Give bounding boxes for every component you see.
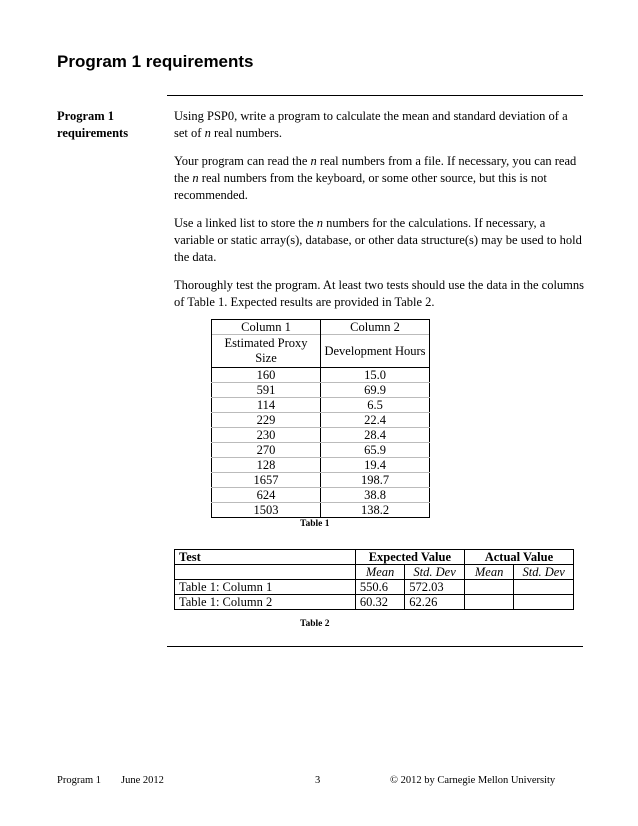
paragraph-4: Thoroughly test the program. At least two tests should use the data in the columns of Table 1. Expected results are provided in Table 2. bbox=[174, 278, 585, 309]
table-cell: 591 bbox=[212, 383, 321, 398]
table-2-expected-header: Expected Value bbox=[355, 550, 464, 565]
table-cell: 229 bbox=[212, 413, 321, 428]
table-row bbox=[212, 443, 430, 458]
table-cell bbox=[514, 595, 574, 610]
table-2-exp-std-label bbox=[405, 565, 465, 580]
table-cell bbox=[464, 580, 513, 595]
footer-copyright: © 2012 by Carnegie Mellon University bbox=[390, 775, 556, 786]
paragraph-1 bbox=[174, 108, 584, 142]
table-1-col2-subheader: Development Hours bbox=[321, 335, 430, 368]
table-row bbox=[212, 383, 430, 398]
table-cell: 38.8 bbox=[321, 488, 430, 503]
p2-text-b: real numbers from a file. If necessary, you can read the bbox=[174, 154, 577, 185]
std-label: Std. Dev bbox=[413, 565, 456, 579]
table-cell: 624 bbox=[212, 488, 321, 503]
std-label: Std. Dev bbox=[522, 565, 565, 579]
p1-text-a: Using PSP0, write a program to calculate the mean and standard deviation of a set of bbox=[174, 109, 568, 140]
table-cell: 15.0 bbox=[321, 368, 430, 383]
table-2-subheader-row bbox=[175, 565, 574, 580]
top-divider bbox=[167, 95, 583, 96]
table-cell: Table 1: Column 2 bbox=[175, 595, 356, 610]
table-row bbox=[175, 595, 574, 610]
table-row bbox=[212, 503, 430, 518]
table-row bbox=[212, 473, 430, 488]
paragraph-2 bbox=[174, 153, 584, 204]
table-2-act-mean-label bbox=[464, 565, 513, 580]
table-row bbox=[212, 428, 430, 443]
requirements-body bbox=[174, 108, 584, 322]
table-cell: 138.2 bbox=[321, 503, 430, 518]
p3-italic-n: n bbox=[316, 216, 323, 230]
p2-text-c: real numbers from the keyboard, or some other source, but this is not recommended. bbox=[174, 171, 547, 202]
table-2-empty-cell bbox=[175, 565, 356, 580]
table-1-caption: Table 1 bbox=[300, 519, 330, 529]
table-row bbox=[212, 368, 430, 383]
table-cell: 65.9 bbox=[321, 443, 430, 458]
table-cell: 22.4 bbox=[321, 413, 430, 428]
mean-label: Mean bbox=[474, 565, 504, 579]
section-label-line2: requirements bbox=[57, 126, 129, 140]
p3-text-a: Use a linked list to store the bbox=[174, 216, 317, 230]
table-cell: 230 bbox=[212, 428, 321, 443]
page-title: Program 1 requirements bbox=[57, 52, 254, 71]
p2-italic-n1: n bbox=[310, 154, 317, 168]
table-cell: 572.03 bbox=[405, 580, 465, 595]
table-2-actual-header: Actual Value bbox=[464, 550, 573, 565]
table-2-caption: Table 2 bbox=[300, 619, 330, 629]
table-row bbox=[212, 398, 430, 413]
table-1-subheader-row bbox=[212, 335, 430, 368]
table-cell: 62.26 bbox=[405, 595, 465, 610]
footer-page-number: 3 bbox=[315, 775, 321, 786]
table-2-header-row bbox=[175, 550, 574, 565]
table-cell: 198.7 bbox=[321, 473, 430, 488]
table-cell: 28.4 bbox=[321, 428, 430, 443]
table-cell: 69.9 bbox=[321, 383, 430, 398]
table-cell: 550.6 bbox=[355, 580, 404, 595]
table-row bbox=[212, 458, 430, 473]
table-cell: 60.32 bbox=[355, 595, 404, 610]
table-row bbox=[212, 413, 430, 428]
p1-text-b: real numbers. bbox=[210, 126, 282, 140]
table-cell: 160 bbox=[212, 368, 321, 383]
table-1-header-row bbox=[212, 320, 430, 335]
p2-text-a: Your program can read the bbox=[174, 154, 311, 168]
section-label-line1: Program 1 bbox=[57, 109, 115, 123]
table-cell bbox=[514, 580, 574, 595]
table-cell: 270 bbox=[212, 443, 321, 458]
mean-label: Mean bbox=[365, 565, 395, 579]
table-cell: 128 bbox=[212, 458, 321, 473]
table-row bbox=[212, 488, 430, 503]
table-cell: 1657 bbox=[212, 473, 321, 488]
table-1-col2-header: Column 2 bbox=[321, 320, 430, 335]
section-label bbox=[57, 108, 157, 142]
bottom-divider bbox=[167, 646, 583, 647]
p2-italic-n2: n bbox=[192, 171, 199, 185]
table-2-exp-mean-label bbox=[355, 565, 404, 580]
table-1 bbox=[211, 319, 430, 518]
table-2 bbox=[174, 549, 574, 610]
table-2-act-std-label bbox=[514, 565, 574, 580]
table-row bbox=[175, 580, 574, 595]
table-cell: 1503 bbox=[212, 503, 321, 518]
table-1-col1-header: Column 1 bbox=[212, 320, 321, 335]
paragraph-3 bbox=[174, 215, 584, 266]
table-cell: 114 bbox=[212, 398, 321, 413]
table-cell: 6.5 bbox=[321, 398, 430, 413]
table-cell bbox=[464, 595, 513, 610]
p1-italic-n: n bbox=[204, 126, 211, 140]
table-cell: Table 1: Column 1 bbox=[175, 580, 356, 595]
table-2-test-header: Test bbox=[175, 550, 356, 565]
footer-date: June 2012 bbox=[121, 775, 164, 786]
table-1-col1-subheader: Estimated Proxy Size bbox=[212, 335, 321, 368]
footer-program: Program 1 bbox=[57, 775, 102, 786]
table-cell: 19.4 bbox=[321, 458, 430, 473]
p3-text-b: numbers for the calculations. If necessary, a variable or static array(s), database, or other data structure(s) may be used to hold the data. bbox=[174, 216, 582, 264]
